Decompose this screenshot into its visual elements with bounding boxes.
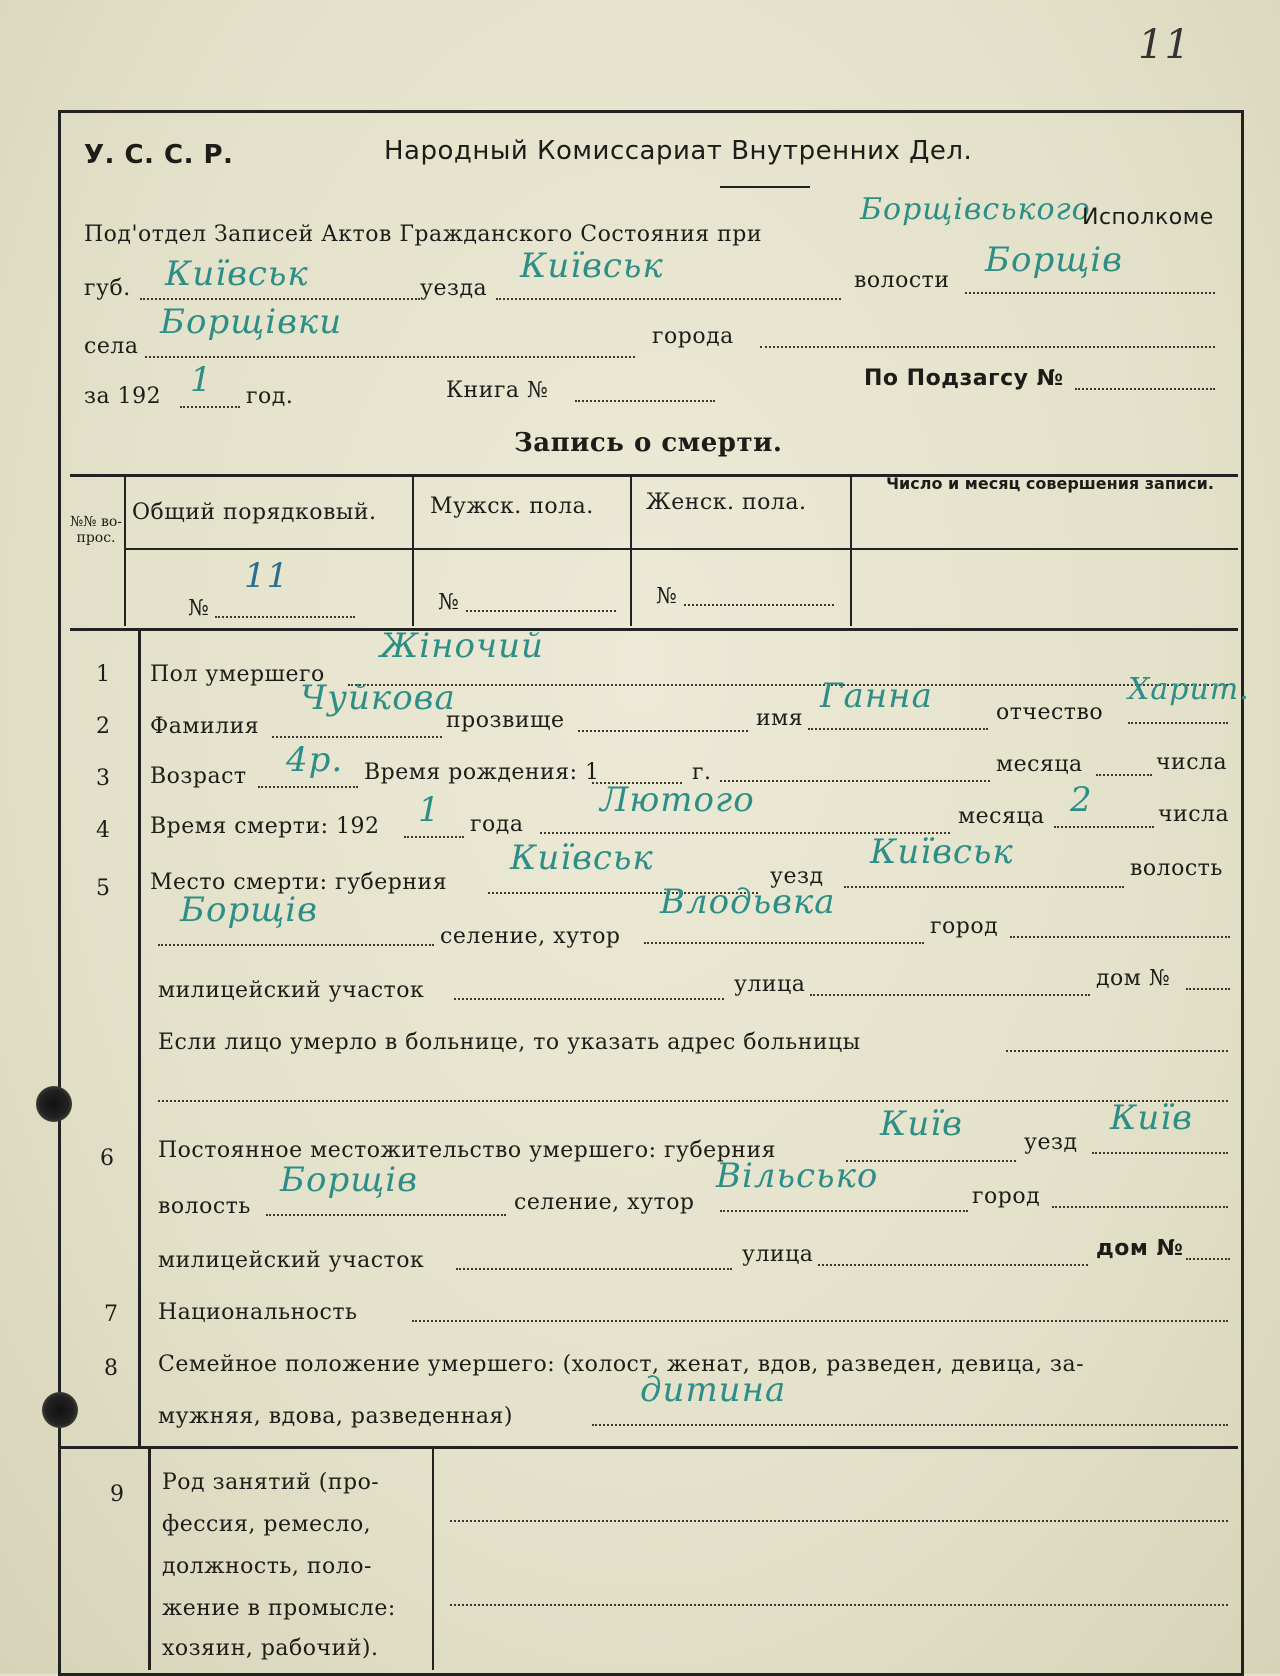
gorod-line (760, 346, 1215, 348)
num-column-divider (138, 630, 141, 1446)
podzags-line (1075, 388, 1215, 390)
age-line (258, 786, 358, 788)
death-street-label: улица (734, 972, 806, 997)
binder-hole (36, 1086, 72, 1122)
col-divider (412, 476, 414, 626)
death-city-line (1010, 936, 1230, 938)
nickname-label: прозвище (446, 708, 565, 733)
death-month-label: месяца (958, 804, 1045, 829)
occupation-label-3: должность, поло- (162, 1554, 372, 1579)
death-uezd-line (844, 886, 1124, 888)
residence-village-handwritten: Вільсько (716, 1156, 879, 1196)
death-volost-handwritten: Борщів (180, 890, 318, 930)
birth-month-line (720, 780, 990, 782)
residence-police-label: милицейский участок (158, 1248, 425, 1273)
selo-line (145, 356, 635, 358)
firstname-handwritten: Ганна (820, 676, 933, 716)
birth-label: Время рождения: 1 (364, 760, 600, 785)
header-rule (720, 186, 810, 188)
row-number: 4 (96, 818, 110, 843)
year-handwritten: 1 (190, 360, 213, 400)
death-city-label: город (930, 914, 999, 939)
residence-volost-label: волость (158, 1194, 251, 1219)
death-day-handwritten: 2 (1070, 780, 1093, 820)
table-header-bottom-rule (70, 628, 1238, 631)
death-year-label: года (470, 812, 524, 837)
gub-label: губ. (84, 276, 131, 301)
surname-handwritten: Чуйкова (300, 678, 456, 718)
gub-handwritten: Київськ (165, 254, 309, 294)
selo-handwritten: Борщівки (160, 302, 343, 342)
col-divider (630, 476, 632, 626)
female-no-line (684, 604, 834, 606)
birth-g-label: г. (692, 760, 712, 785)
residence-street-label: улица (742, 1242, 814, 1267)
birth-day-line (1096, 774, 1152, 776)
death-month-handwritten: Лютого (600, 780, 755, 820)
surname-line (272, 736, 442, 738)
marital-handwritten: дитина (640, 1370, 787, 1410)
nationality-line (412, 1320, 1228, 1322)
occupation-label-1: Род занятий (про- (162, 1470, 380, 1495)
executive-handwritten: Борщівського (860, 192, 1091, 227)
commissariat-heading: Народный Комиссариат Внутренних Дел. (384, 136, 973, 166)
nationality-label: Национальность (158, 1300, 358, 1325)
row-number: 3 (96, 766, 110, 791)
female-col-header: Женск. пола. (646, 490, 807, 515)
binder-hole (42, 1392, 78, 1428)
sex-line (348, 684, 1228, 686)
death-police-line (454, 998, 724, 1000)
ussr-heading: У. С. С. Р. (84, 140, 234, 170)
table-mid-rule (126, 548, 1238, 550)
death-place-label: Место смерти: губерния (150, 870, 448, 895)
death-volost-line (158, 944, 434, 946)
death-year-handwritten: 1 (418, 790, 441, 830)
death-village-line (644, 942, 924, 944)
year-line (180, 406, 240, 408)
death-label: Время смерти: 192 (150, 814, 380, 839)
residence-city-label: город (972, 1184, 1041, 1209)
volost-line (965, 292, 1215, 294)
death-street-line (810, 994, 1090, 996)
residence-label: Постоянное местожительство умершего: губерния (158, 1138, 776, 1163)
uezd-handwritten: Київськ (520, 246, 664, 286)
year-label: за 192 (84, 384, 162, 409)
death-house-line (1186, 988, 1230, 990)
gub-line (140, 298, 420, 300)
residence-house-label: дом № (1096, 1236, 1184, 1261)
firstname-line (808, 728, 988, 730)
death-gub-handwritten: Київськ (510, 838, 654, 878)
row-number: 9 (110, 1482, 124, 1507)
marital-line (592, 1424, 1228, 1426)
col-divider (124, 476, 126, 626)
row9-num-divider (148, 1448, 151, 1670)
god-label: год. (246, 384, 294, 409)
volost-label: волости (854, 268, 950, 293)
uezd-line (496, 298, 841, 300)
death-year-line (404, 836, 464, 838)
residence-volost-handwritten: Борщів (280, 1160, 418, 1200)
page-number: 11 (1138, 22, 1191, 68)
book-line (575, 400, 715, 402)
residence-police-line (456, 1268, 732, 1270)
death-house-label: дом № (1096, 966, 1171, 991)
occupation-label-2: фессия, ремесло, (162, 1512, 372, 1537)
selo-label: села (84, 334, 139, 359)
residence-village-line (720, 1210, 968, 1212)
hospital-line (1006, 1050, 1228, 1052)
patronymic-handwritten: Харит. (1128, 672, 1250, 707)
birth-month-label: месяца (996, 752, 1083, 777)
book-label: Книга № (446, 378, 549, 403)
row9-top-rule (60, 1446, 1238, 1449)
patronymic-line (1128, 722, 1228, 724)
birth-day-label: числа (1156, 750, 1228, 775)
male-col-header: Мужск. пола. (430, 494, 594, 519)
uezd-label: уезда (420, 276, 488, 301)
female-no-label: № (656, 584, 678, 609)
residence-uezd-line (1092, 1152, 1228, 1154)
male-no-line (466, 610, 616, 612)
form-title: Запись о смерти. (514, 428, 783, 458)
age-label: Возраст (150, 764, 247, 789)
nickname-line (578, 730, 748, 732)
date-col-header: Число и месяц совершения записи. (886, 474, 1214, 493)
male-no-label: № (438, 590, 460, 615)
row-number: 5 (96, 876, 110, 901)
row-number: 2 (96, 714, 110, 739)
residence-gub-handwritten: Київ (880, 1104, 963, 1144)
gorod-label: города (652, 324, 734, 349)
death-volost-label: волость (1130, 856, 1223, 881)
general-no-line (215, 616, 355, 618)
num-col-header: №№ во-прос. (70, 514, 122, 546)
row-number: 1 (96, 662, 110, 687)
general-no-handwritten: 11 (244, 556, 290, 596)
executive-label: Исполкоме (1082, 205, 1214, 230)
podzags-label: По Подзагсу № (864, 366, 1064, 391)
volost-handwritten: Борщів (985, 240, 1123, 280)
row-number: 7 (104, 1302, 118, 1327)
occupation-line-1 (450, 1520, 1228, 1522)
row9-label-divider (432, 1448, 434, 1670)
occupation-label-5: хозяин, рабочий). (162, 1636, 379, 1661)
surname-label: Фамилия (150, 714, 260, 739)
death-village-label: селение, хутор (440, 924, 621, 949)
residence-village-label: селение, хутор (514, 1190, 695, 1215)
death-uezd-label: уезд (770, 864, 824, 889)
residence-city-line (1052, 1206, 1228, 1208)
marital-label-2: мужняя, вдова, разведенная) (158, 1404, 513, 1429)
firstname-label: имя (756, 706, 804, 731)
marital-label: Семейное положение умершего: (холост, женат, вдов, разведен, девица, за- (158, 1352, 1085, 1377)
residence-uezd-handwritten: Київ (1110, 1098, 1193, 1138)
death-day-line (1054, 826, 1154, 828)
residence-volost-line (266, 1214, 506, 1216)
death-day-label: числа (1158, 802, 1230, 827)
row-number: 8 (104, 1356, 118, 1381)
hospital-label: Если лицо умерло в больнице, то указать адрес больницы (158, 1030, 861, 1055)
death-village-handwritten: Влодьвка (660, 882, 836, 922)
general-col-header: Общий порядковый. (132, 500, 377, 525)
residence-house-line (1186, 1258, 1230, 1260)
sex-label: Пол умершего (150, 662, 325, 687)
sex-handwritten: Жіночий (380, 626, 544, 666)
occupation-label-4: жение в промысле: (162, 1596, 396, 1621)
patronymic-label: отчество (996, 700, 1104, 725)
residence-uezd-label: уезд (1024, 1130, 1078, 1155)
row-number: 6 (100, 1146, 114, 1171)
col-divider (850, 476, 852, 626)
occupation-line-2 (450, 1604, 1228, 1606)
hospital-line-2 (158, 1100, 1228, 1102)
death-uezd-handwritten: Київськ (870, 832, 1014, 872)
death-police-label: милицейский участок (158, 978, 425, 1003)
general-no-label: № (188, 596, 210, 621)
subdept-label: Под'отдел Записей Актов Гражданского Состояния при (84, 222, 763, 247)
residence-street-line (818, 1264, 1088, 1266)
age-handwritten: 4р. (286, 740, 344, 780)
